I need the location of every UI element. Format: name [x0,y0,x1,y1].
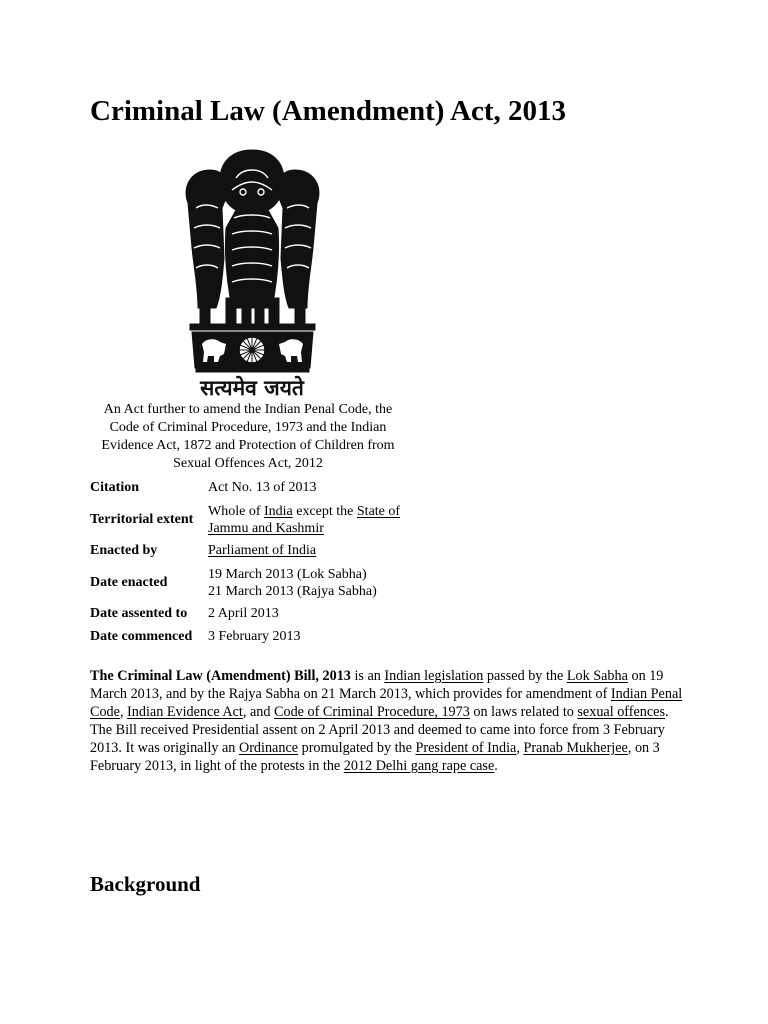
infobox-label: Citation [90,479,139,495]
link-parliament-of-india[interactable]: Parliament of India [208,543,317,558]
infobox-value: 3 February 2013 [208,629,301,644]
link-president-of-india[interactable]: President of India [415,740,517,756]
text-segment: except the [292,504,357,519]
link-sexual-offences[interactable]: sexual offences [577,704,665,720]
text-segment: passed by the [483,668,567,684]
infobox-label: Territorial extent [90,512,194,527]
infobox-caption: An Act further to amend the Indian Penal Code, the Code of Criminal Procedure, 1973 and the Indian Evidence Act, 1872 and Protection of Children from Sexual Offences Act, 2012 [101,402,395,471]
emblem-image [180,148,325,403]
emblem-motto: सत्यमेव जयते [200,376,304,400]
link-indian-penal-code[interactable]: Indian Penal Code [90,686,683,720]
infobox-row-date-assented [90,604,408,623]
link-india[interactable]: India [263,504,293,519]
infobox-value [208,542,408,559]
text-segment: on laws related to [469,704,578,720]
infobox-label: Enacted by [90,542,158,558]
state-emblem-of-india [180,148,325,403]
infobox-row-citation [90,478,408,497]
link-pranab-mukherjee[interactable]: Pranab Mukherjee [523,740,628,756]
text-segment: , [119,704,128,720]
infobox-row-date-enacted [90,565,408,601]
link-state-of-jammu-and-kashmir[interactable]: State of Jammu and Kashmir [208,504,401,536]
text-segment: promulgated by the [298,740,416,756]
infobox-value [208,566,408,600]
infobox-row-territorial-extent [90,502,408,538]
bill-name: The Criminal Law (Amendment) Bill, 2013 [90,668,351,684]
lead-paragraph [90,667,686,775]
text-segment: , on 3 February 2013, in light of the protests in the [90,740,660,774]
infobox-value: 2 April 2013 [208,606,279,621]
link-indian-evidence-act[interactable]: Indian Evidence Act [127,704,243,720]
page-title: Criminal Law (Amendment) Act, 2013 [90,95,567,127]
link-code-of-criminal-procedure[interactable]: Code of Criminal Procedure, 1973 [274,704,470,720]
text-segment: Whole of [208,504,264,519]
text-segment: . [494,758,498,774]
text-segment: . The Bill received Presidential assent on 2 April 2013 and deemed to came into force from 3 February 2013. It was originally an [90,704,669,756]
infobox-label: Date assented to [90,605,188,621]
section-heading-background: Background [90,872,201,896]
text-segment: , [516,740,524,756]
link-ordinance[interactable]: Ordinance [238,740,299,756]
infobox-label: Date enacted [90,575,168,590]
date-enacted-lok-sabha: 19 March 2013 (Lok Sabha) [208,567,367,582]
infobox-label: Date commenced [90,628,193,644]
text-segment: on 19 March 2013, and by the Rajya Sabha on 21 March 2013, which provides for amendment of [90,668,664,702]
link-lok-sabha[interactable]: Lok Sabha [566,668,628,684]
infobox-row-enacted-by [90,541,408,560]
infobox-value: Act No. 13 of 2013 [208,480,317,495]
infobox-value [208,503,408,537]
link-indian-legislation[interactable]: Indian legislation [384,668,484,684]
date-enacted-rajya-sabha: 21 March 2013 (Rajya Sabha) [208,584,377,599]
link-2012-delhi-gang-rape-case[interactable]: 2012 Delhi gang rape case [343,758,495,774]
text-segment: , and [242,704,275,720]
infobox-row-date-commenced [90,627,408,646]
text-segment: is an [350,668,385,684]
